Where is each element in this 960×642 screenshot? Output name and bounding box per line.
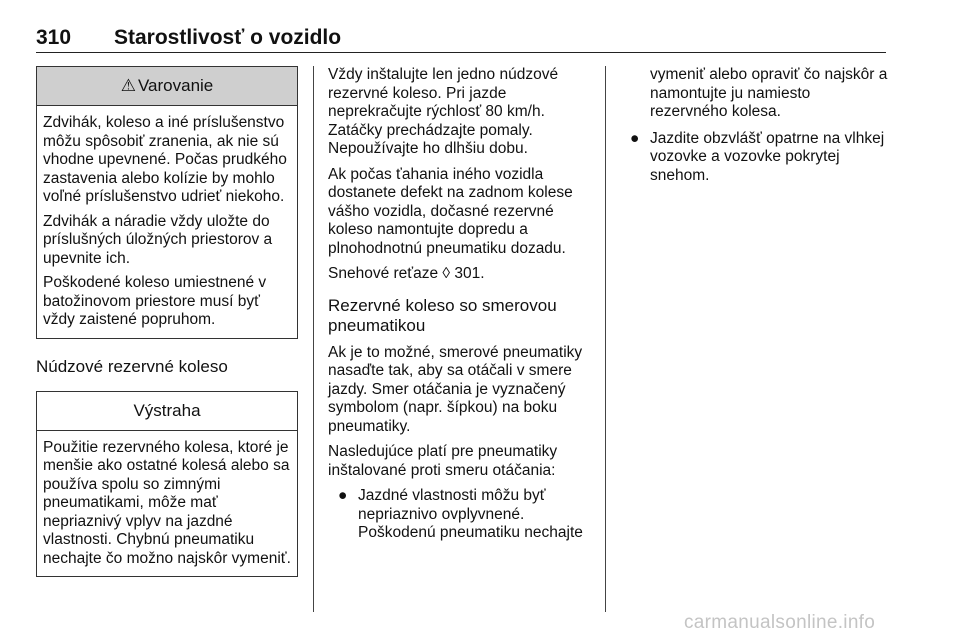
watermark: carmanualsonline.info <box>684 612 876 633</box>
bullet-list <box>620 130 890 186</box>
bullet-icon: ● <box>338 487 348 504</box>
body-paragraph: Ak počas ťahania iného vozidla dostanete defekt na zadnom kolese vášho vozidla, dočasné rezervné koleso namontujte dopredu a plnohodnotnú pneumatiku dozadu. <box>328 165 573 257</box>
list-item <box>328 487 592 543</box>
snow-chains-reference <box>328 265 592 284</box>
page-reference-icon: ◊ <box>442 265 451 282</box>
section-heading: Núdzové rezervné koleso <box>36 356 228 376</box>
body-paragraph: Ak je to možné, smerové pneumatiky nasaďte tak, aby sa otáčali v smere jazdy. Smer otáčania je vyznačený symbolom (napr. šípkou) na boku pneumatiky. <box>328 343 583 435</box>
warning-paragraph: Poškodené koleso umiestnené v batožinovom priestore musí byť vždy zaistené popruhom. <box>43 274 267 328</box>
list-item-text: Jazdné vlastnosti môžu byť nepriaznivo ovplyvnené. Poškodenú pneumatiku nechajte <box>358 487 583 541</box>
page-number: 310 <box>36 26 72 49</box>
column-1 <box>36 66 298 577</box>
column-3 <box>620 66 890 191</box>
list-item <box>620 130 890 186</box>
list-item-continuation: vymeniť alebo opraviť čo najskôr a namontujte ju namiesto rezervného kolesa. <box>650 66 888 120</box>
column-2 <box>328 66 592 549</box>
page-header <box>36 26 886 53</box>
snow-chains-text: Snehové reťaze <box>328 265 439 282</box>
warning-box <box>36 66 298 339</box>
caution-paragraph: Použitie rezervného kolesa, ktoré je menšie ako ostatné kolesá alebo sa používa spolu so zimnými pneumatikami, môže mať nepriaznivý vplyv na jazdné vlastnosti. Chybnú pneumatiku nechajte čo možno najskôr vymeniť. <box>43 438 291 567</box>
warning-paragraph: Zdvihák a náradie vždy uložte do príslušných úložných priestorov a upevnite ich. <box>43 212 273 267</box>
bullet-list <box>328 487 592 543</box>
column-divider-2 <box>605 66 606 612</box>
warning-paragraph: Zdvihák, koleso a iné príslušenstvo môžu spôsobiť zranenia, ak nie sú vhodne upevnené. Počas prudkého zastavenia alebo kolízie by mohlo voľné príslušenstvo udrieť niekoho. <box>43 114 287 205</box>
caution-box <box>36 391 298 578</box>
body-paragraph: Vždy inštalujte len jedno núdzové rezervné koleso. Pri jazde neprekračujte rýchlosť 80 km/h. Zatáčky prechádzajte pomaly. Nepoužívajte ho dlhšiu dobu. <box>328 66 559 157</box>
caution-box-title: Výstraha <box>37 392 297 431</box>
warning-triangle-icon: ⚠ <box>120 76 136 95</box>
bullet-icon: ● <box>630 129 640 147</box>
body-paragraph: Nasledujúce platí pre pneumatiky inštalované proti smeru otáčania: <box>328 443 558 479</box>
subsection-heading: Rezervné koleso so smerovou pneumatikou <box>328 295 557 335</box>
caution-box-body <box>37 431 297 577</box>
warning-box-body <box>37 106 297 338</box>
chapter-title: Starostlivosť o vozidlo <box>114 26 342 49</box>
page-reference-link[interactable]: 301. <box>454 265 485 282</box>
warning-box-header <box>37 67 297 106</box>
list-item-text: Jazdite obzvlášť opatrne na vlhkej vozovke a vozovke pokrytej snehom. <box>650 129 885 184</box>
column-divider-1 <box>313 66 314 612</box>
warning-box-title: Varovanie <box>137 76 214 95</box>
